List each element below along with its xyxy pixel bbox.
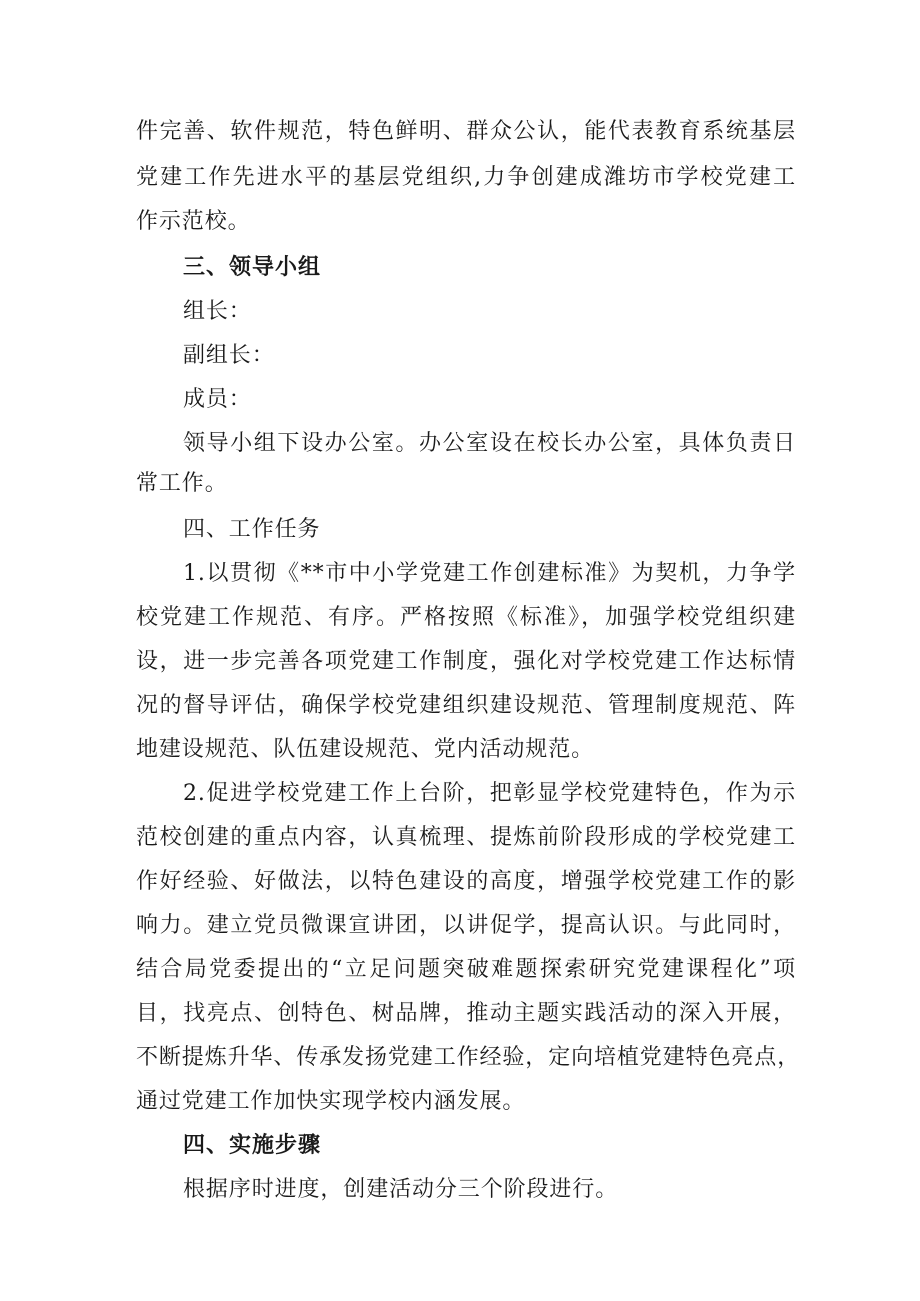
paragraph-line: 不断提炼升华、传承发扬党建工作经验，定向培植党建特色亮点， bbox=[136, 1045, 801, 1070]
paragraph-line: 1.以贯彻《**市中小学党建工作创建标准》为契机，力争学 bbox=[183, 561, 796, 586]
paragraph-line: 党建工作先进水平的基层党组织,力争创建成潍坊市学校党建工 bbox=[136, 165, 796, 190]
leader-label: 组长： bbox=[183, 299, 252, 324]
deputy-leader-label: 副组长： bbox=[183, 343, 275, 368]
paragraph-line: 范校创建的重点内容，认真梳理、提炼前阶段形成的学校党建工 bbox=[136, 825, 796, 850]
section-heading-tasks: 四、工作任务 bbox=[183, 517, 321, 542]
section-heading-leadership: 三、领导小组 bbox=[183, 255, 322, 280]
paragraph-line: 通过党建工作加快实现学校内涵发展。 bbox=[136, 1089, 526, 1114]
paragraph-line: 根据序时进度，创建活动分三个阶段进行。 bbox=[183, 1177, 619, 1202]
paragraph-line: 件完善、软件规范，特色鲜明、群众公认，能代表教育系统基层 bbox=[136, 119, 796, 144]
paragraph-line: 地建设规范、队伍建设规范、党内活动规范。 bbox=[136, 737, 595, 762]
section-heading-steps: 四、实施步骤 bbox=[183, 1133, 322, 1158]
paragraph-line: 设，进一步完善各项党建工作制度，强化对学校党建工作达标情 bbox=[136, 649, 796, 674]
paragraph-line: 领导小组下设办公室。办公室设在校长办公室，具体负责日 bbox=[183, 431, 796, 456]
paragraph-line: 结合局党委提出的“立足问题突破难题探索研究党建课程化”项 bbox=[136, 957, 796, 982]
paragraph-line: 作示范校。 bbox=[136, 209, 251, 234]
paragraph-line: 作好经验、好做法，以特色建设的高度，增强学校党建工作的影 bbox=[136, 869, 796, 894]
members-label: 成员： bbox=[183, 387, 252, 412]
paragraph-line: 目，找亮点、创特色、树品牌，推动主题实践活动的深入开展， bbox=[136, 1001, 796, 1026]
paragraph-line: 校党建工作规范、有序。严格按照《标准》，加强学校党组织建 bbox=[136, 605, 796, 630]
paragraph-line: 况的督导评估，确保学校党建组织建设规范、管理制度规范、阵 bbox=[136, 693, 796, 718]
paragraph-line: 2.促进学校党建工作上台阶，把彰显学校党建特色，作为示 bbox=[183, 781, 796, 806]
paragraph-line: 响力。建立党员微课宣讲团，以讲促学，提高认识。与此同时， bbox=[136, 913, 796, 938]
paragraph-line: 常工作。 bbox=[136, 471, 228, 496]
